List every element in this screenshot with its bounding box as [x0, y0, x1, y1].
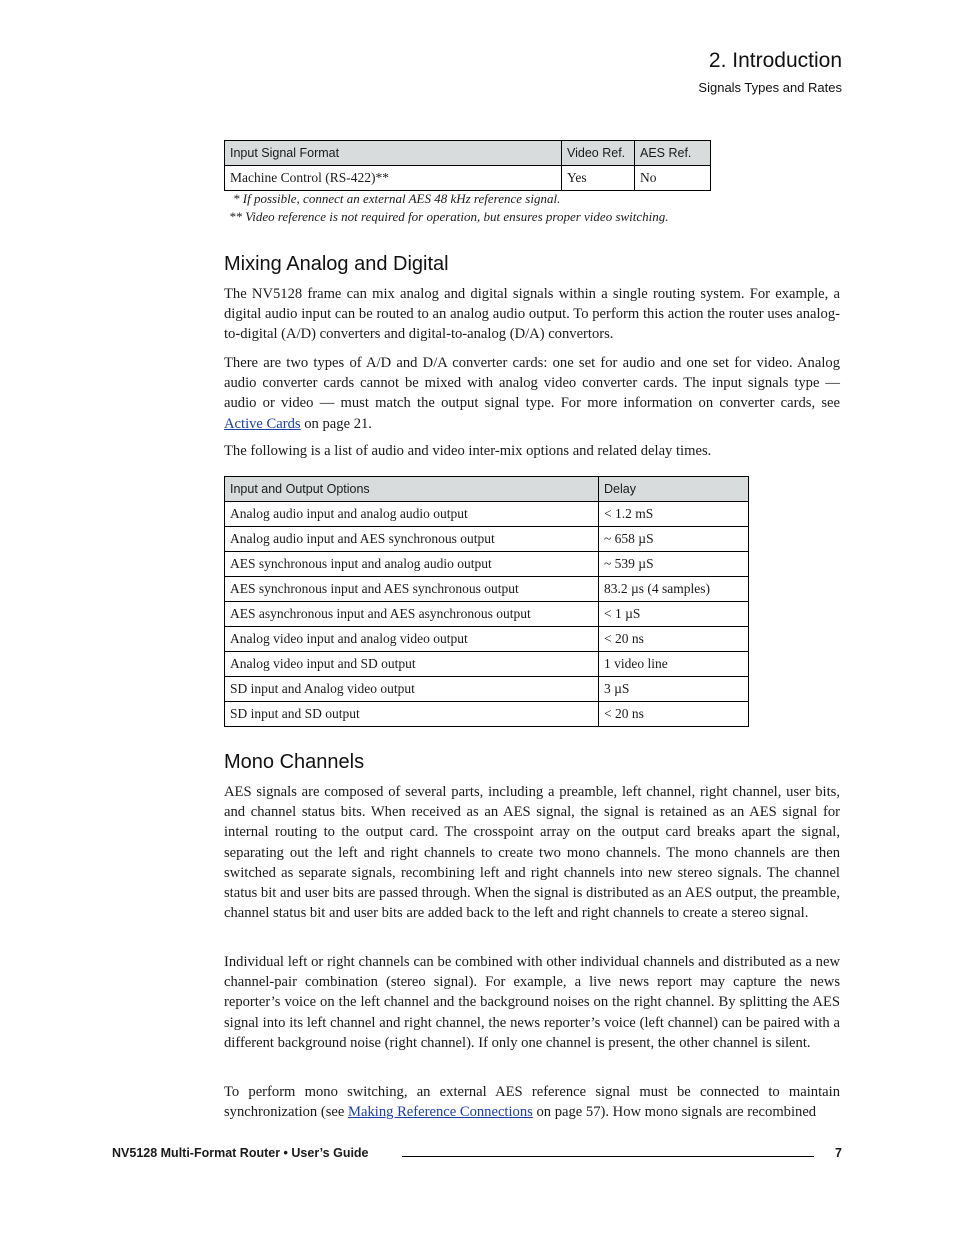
footnote: * If possible, connect an external AES 48 kHz reference signal.: [233, 191, 561, 206]
table-row: [225, 602, 749, 627]
footer-title: NV5128 Multi-Format Router • User’s Guide: [112, 1146, 369, 1160]
column-header: Delay: [599, 477, 749, 502]
column-header: AES Ref.: [635, 141, 711, 166]
page-number: 7: [835, 1146, 842, 1160]
table-row: [225, 652, 749, 677]
chapter-title: 2. Introduction: [708, 49, 842, 72]
paragraph-text: on page 21.: [300, 415, 372, 432]
section-subtitle: Signals Types and Rates: [698, 80, 842, 95]
column-header: Video Ref.: [562, 141, 635, 166]
table-row: [225, 702, 749, 727]
column-header: Input Signal Format: [225, 141, 562, 166]
table-cell: Machine Control (RS-422)**: [225, 166, 562, 191]
table-cell: Analog audio input and analog audio output: [225, 502, 599, 527]
column-header: Input and Output Options: [225, 477, 599, 502]
table-cell: ~ 539 µS: [599, 552, 749, 577]
paragraph: [224, 1082, 840, 1122]
table-row: [225, 627, 749, 652]
table-cell: AES synchronous input and AES synchronous output: [225, 577, 599, 602]
paragraph: The following is a list of audio and video inter-mix options and related delay times.: [224, 443, 712, 459]
table-header-row: [225, 141, 711, 166]
paragraph-text: To perform mono switching, an external AES reference signal must be connected to maintain synchronization (see: [224, 1084, 840, 1121]
table-cell: < 20 ns: [599, 627, 749, 652]
table-cell: 83.2 µs (4 samples): [599, 577, 749, 602]
table-cell: Analog audio input and AES synchronous output: [225, 527, 599, 552]
table-cell: Analog video input and SD output: [225, 652, 599, 677]
paragraph: [224, 353, 840, 434]
paragraph: Individual left or right channels can be combined with other individual channels and distributed as a new channel-pair combination (stereo signal). For example, a live news report may capture the news reporter’s voice on the left channel and the background noises on the right channel. By splitting the AES signal into its left channel and right channel, the news reporter’s voice (left channel) can be paired with a different background noise (right channel). If only one channel is present, the other channel is silent.: [224, 954, 840, 1051]
paragraph-text: There are two types of A/D and D/A converter cards: one set for audio and one set for video. Analog audio converter cards cannot be mixed with analog video converter cards. The input signals type — audio or video — must match the output signal type. For more information on converter cards, see: [224, 355, 840, 412]
paragraph-text: on page 57). How mono signals are recombined: [532, 1104, 817, 1121]
table-row: [225, 677, 749, 702]
table-row: [225, 552, 749, 577]
section-heading-mixing: Mixing Analog and Digital: [224, 253, 449, 275]
table-cell: < 1.2 mS: [599, 502, 749, 527]
paragraph: AES signals are composed of several parts, including a preamble, left channel, right channel, user bits, and channel status bits. When received as an AES signal, the signal is retained as an AES signal for internal routing to the output card. The crosspoint array on the output card breaks apart the signal, separating out the left and right channels to create two mono channels. The mono channels are then switched as separate signals, recombining left and right channels into new stereo signals. The channel status bit and user bits are passed through. When the signal is distributed as an AES output, the preamble, channel status bit and user bits are added back to the left and right channels to create a stereo signal.: [224, 784, 840, 922]
table-row: [225, 577, 749, 602]
table-cell: Yes: [562, 166, 635, 191]
table-cell: SD input and SD output: [225, 702, 599, 727]
table-cell: No: [635, 166, 711, 191]
paragraph: The NV5128 frame can mix analog and digital signals within a single routing system. For example, a digital audio input can be routed to an analog audio output. To perform this action the router uses analog-to-digital (A/D) converters and digital-to-analog (D/A) convertors.: [224, 286, 840, 343]
table-cell: AES synchronous input and analog audio output: [225, 552, 599, 577]
section-heading-mono: Mono Channels: [224, 751, 365, 773]
table-cell: SD input and Analog video output: [225, 677, 599, 702]
table-row: [225, 527, 749, 552]
table-cell: ~ 658 µS: [599, 527, 749, 552]
table-row: [225, 502, 749, 527]
table-cell: 1 video line: [599, 652, 749, 677]
table-cell: < 1 µS: [599, 602, 749, 627]
signal-format-table: [224, 140, 711, 191]
table-cell: AES asynchronous input and AES asynchronous output: [225, 602, 599, 627]
table-cell: < 20 ns: [599, 702, 749, 727]
footer-rule: [402, 1156, 814, 1157]
footnote: ** Video reference is not required for operation, but ensures proper video switching.: [229, 209, 669, 224]
table-cell: Analog video input and analog video output: [225, 627, 599, 652]
table-header-row: [225, 477, 749, 502]
active-cards-link[interactable]: Active Cards: [224, 415, 301, 432]
table-cell: 3 µS: [599, 677, 749, 702]
delay-table: [224, 476, 749, 727]
making-reference-connections-link[interactable]: Making Reference Connections: [348, 1104, 533, 1121]
table-row: [225, 166, 711, 191]
